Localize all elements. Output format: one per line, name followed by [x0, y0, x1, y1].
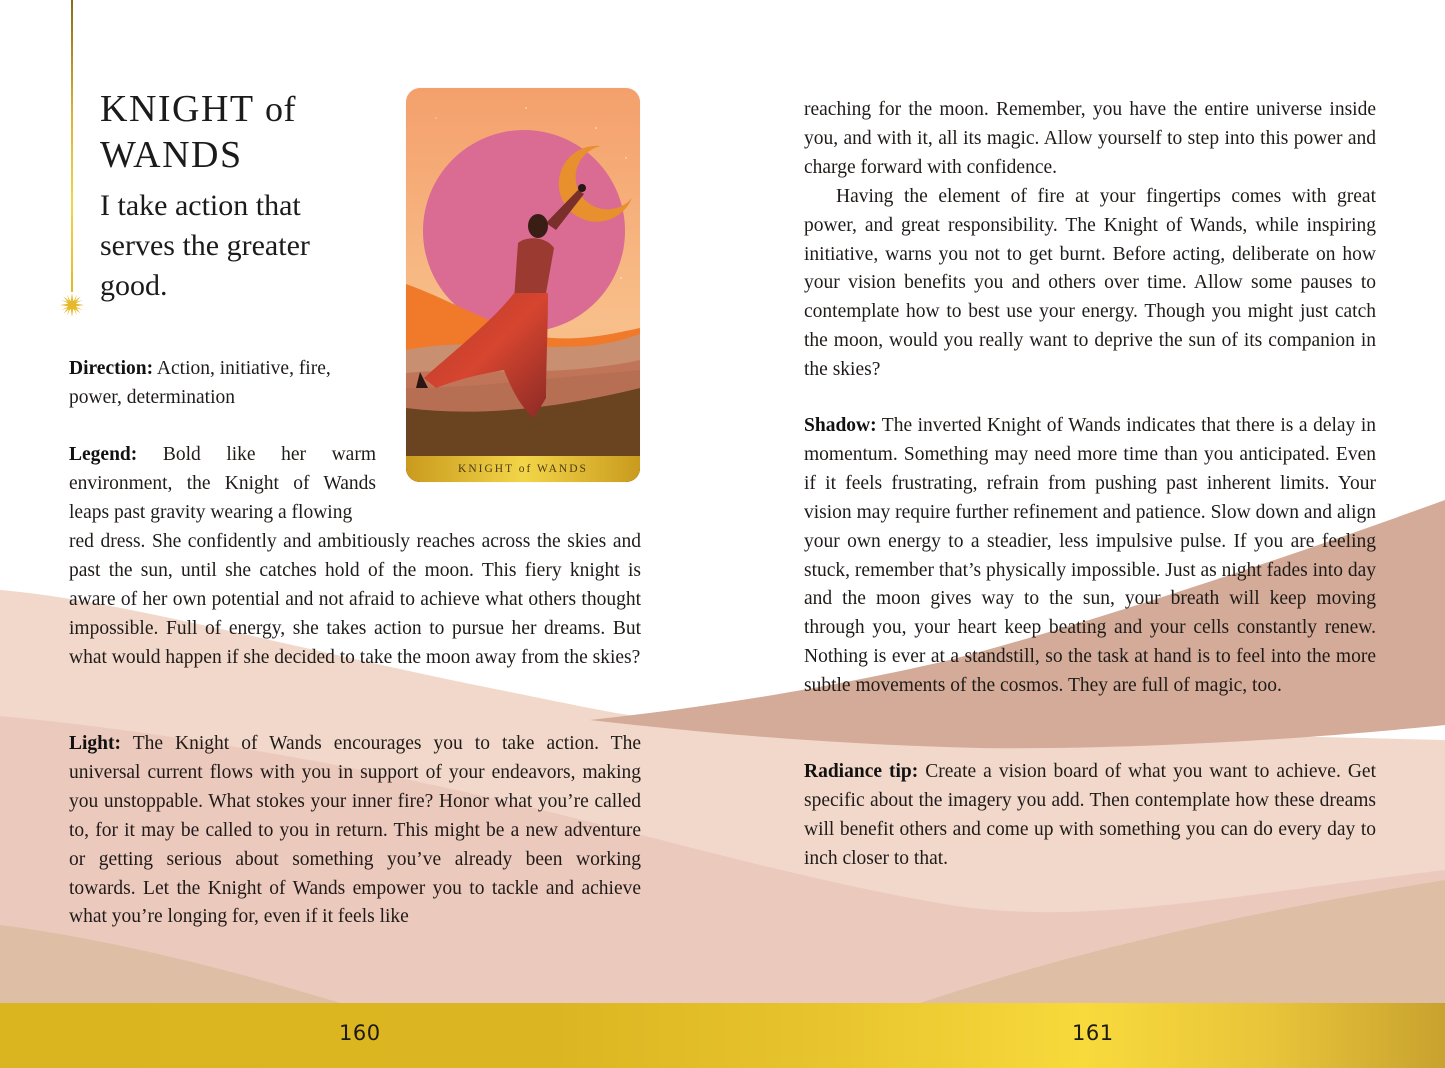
- sunburst-icon: [60, 293, 84, 317]
- legend-label: Legend:: [69, 444, 138, 465]
- light-text: The Knight of Wands encourages you to take action. The universal current flows with you in support of your endeavors, making you unstoppable. What stokes your inner fire? Honor what you’re called to, for it may be called to you in return. This might be a new adventure or getting serious about something you’ve already been working towards. Let the Knight of Wands empower you to tackle and achieve what you’re longing for, even if it feels like: [69, 733, 641, 928]
- legend-paragraph-full: red dress. She confidently and ambitiously reaches across the skies and past the sun, until she catches hold of the moon. This fiery knight is aware of her own potential and not afraid to achieve what others thought impossible. Full of energy, she takes action to pursue her dreams. But what would happen if she decided to take the moon away from the skies?: [69, 531, 641, 668]
- direction-text: Action, initiative, fire, power, determination: [69, 358, 331, 408]
- radiance-tip-paragraph: [804, 758, 1376, 874]
- shadow-text: The inverted Knight of Wands indicates that there is a delay in momentum. Something may need more time than you anticipated. Even if it feels frustrating, refrain from pushing past inherent limits. Your vision may require further refinement and patience. Slow down and align your own energy to a steadier, less impulsive pulse. If you are feeling stuck, remember that’s physically impossible. Just as night fades into day and the moon gives way to the sun, your breath will keep moving through you, your heart keep beating and your cells constantly renew. Nothing is ever at a standstill, so the task at hand is to feel into the more subtle movements of the cosmos. They are full of magic, too.: [804, 415, 1376, 697]
- card-title: [100, 86, 330, 178]
- continuation-paragraph: reaching for the moon. Remember, you have the entire universe inside you, and with it, all its magic. Allow yourself to step into this power and charge forward with confidence.: [804, 99, 1376, 178]
- card-label: KNIGHT of WANDS: [458, 463, 588, 475]
- shadow-label: Shadow:: [804, 415, 877, 436]
- affirmation: I take action that serves the greater good.: [100, 189, 310, 302]
- page-number-right: 161: [1072, 1021, 1114, 1045]
- title-of: of: [264, 89, 296, 129]
- legend-paragraph-wrapped: [69, 441, 376, 528]
- card-heading: [100, 86, 330, 306]
- title-line-2: WANDS: [100, 134, 243, 176]
- gold-divider-line: [71, 0, 73, 292]
- right-page: [722, 0, 1445, 1003]
- page-number-left: 160: [339, 1021, 381, 1045]
- shadow-paragraph: [804, 412, 1376, 701]
- continuation-text: [804, 96, 1376, 385]
- direction-paragraph: [69, 355, 379, 413]
- gold-footer-band: [0, 1003, 1445, 1068]
- fire-paragraph: Having the element of fire at your fingertips comes with great power, and great responsibility. The Knight of Wands, while inspiring initiative, warns you not to get burnt. Before acting, deliberate on how your vision benefits you and others over time. Allow some pauses to contemplate how to best use your energy. Though you might just catch the moon, would you really want to deprive the sun of its companion in the skies?: [804, 185, 1376, 381]
- direction-label: Direction:: [69, 358, 154, 379]
- light-paragraph: [69, 730, 641, 932]
- left-page: [0, 0, 722, 1003]
- legend-text-wrapped: Bold like her warm environment, the Knight of Wands leaps past gravity wearing a flowing: [69, 444, 376, 523]
- radiance-tip-label: Radiance tip:: [804, 761, 919, 782]
- tarot-card-image: [406, 88, 640, 482]
- radiance-tip-text: Create a vision board of what you want to achieve. Get specific about the imagery you add. Then contemplate how these dreams will benefit others and come up with something you can do every day to inch closer to that.: [804, 761, 1377, 869]
- light-label: Light:: [69, 733, 122, 754]
- title-line-1: KNIGHT: [100, 88, 254, 130]
